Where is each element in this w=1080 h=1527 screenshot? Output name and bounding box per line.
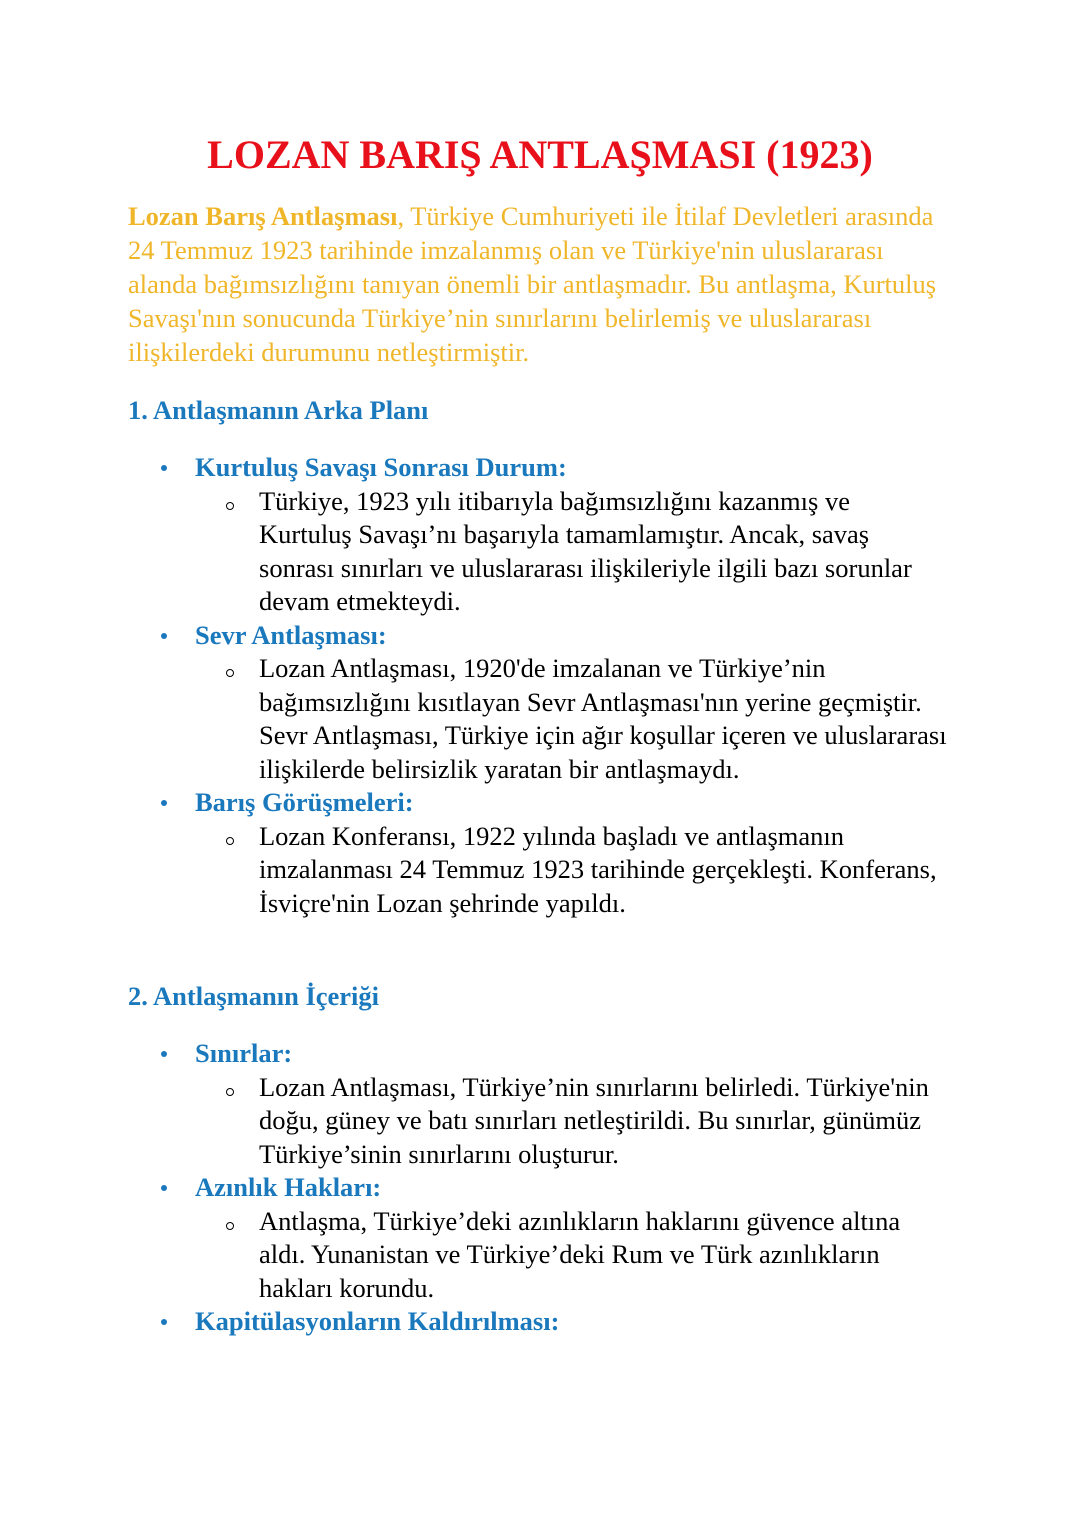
- item-label: Kurtuluş Savaşı Sonrası Durum:: [195, 452, 567, 482]
- list-item: [128, 786, 948, 920]
- sub-item-text: Türkiye, 1923 yılı itibarıyla bağımsızlığını kazanmış ve Kurtuluş Savaşı’nı başarıyla tamamlamıştır. Ancak, savaş sonrası sınırları ve uluslararası ilişkileriyle ilgili bazı sorunlar devam etmekteydi.: [259, 485, 912, 616]
- intro-paragraph: [128, 199, 943, 369]
- item-label: Sınırlar:: [195, 1038, 293, 1068]
- list-item: [128, 1305, 948, 1339]
- sub-item: [195, 1071, 948, 1172]
- sub-item: [195, 1205, 948, 1306]
- sub-item: [195, 820, 948, 921]
- bullet-icon: [161, 1051, 167, 1057]
- circle-bullet-icon: [226, 669, 234, 677]
- list-item: [128, 451, 948, 619]
- sub-item: [195, 485, 948, 619]
- item-label: Azınlık Hakları:: [195, 1172, 382, 1202]
- list-item: [128, 1171, 948, 1305]
- sub-item-text: Lozan Antlaşması, 1920'de imzalanan ve Türkiye’nin bağımsızlığını kısıtlayan Sevr Antlaşması'nın yerine geçmiştir. Sevr Antlaşması, Türkiye için ağır koşullar içeren ve uluslararası ilişkilerde belirsizlik yaratan bir antlaşmaydı.: [259, 653, 947, 784]
- item-label: Barış Görüşmeleri:: [195, 787, 414, 817]
- list-item: [128, 1037, 948, 1171]
- item-label: Sevr Antlaşması:: [195, 619, 387, 650]
- document-title: LOZAN BARIŞ ANTLAŞMASI (1923): [207, 132, 873, 177]
- bullet-icon: [161, 1319, 167, 1325]
- circle-bullet-icon: [226, 1222, 234, 1230]
- sub-item: [195, 652, 948, 786]
- circle-bullet-icon: [226, 1088, 234, 1096]
- circle-bullet-icon: [226, 837, 234, 845]
- bullet-icon: [161, 465, 167, 471]
- bullet-icon: [161, 1185, 167, 1191]
- content-list: [128, 1037, 948, 1339]
- item-label: Kapitülasyonların Kaldırılması:: [195, 1306, 560, 1336]
- intro-bold: Lozan Barış Antlaşması: [128, 201, 398, 231]
- circle-bullet-icon: [226, 502, 234, 510]
- sub-item-text: Antlaşma, Türkiye’deki azınlıkların haklarını güvence altına aldı. Yunanistan ve Türkiye’deki Rum ve Türk azınlıkların hakları korundu.: [259, 1205, 901, 1303]
- intro-text: , Türkiye Cumhuriyeti ile İtilaf Devletleri arasında 24 Temmuz 1923 tarihinde imzalanmış olan ve Türkiye'nin uluslararası alanda bağımsızlığını tanıyan önemli bir antlaşmadır. Bu antlaşma, Kurtuluş Savaşı'nın sonucunda Türkiye’nin sınırlarını belirlemiş ve uluslararası ilişkilerdeki durumunu netleştirmiştir.: [128, 201, 937, 367]
- background-list: [128, 451, 948, 920]
- bullet-icon: [161, 633, 167, 639]
- section-heading-background: 1. Antlaşmanın Arka Planı: [128, 395, 429, 425]
- sub-item-text: Lozan Antlaşması, Türkiye’nin sınırlarını belirledi. Türkiye'nin doğu, güney ve batı sınırları netleştirildi. Bu sınırlar, günümüz Türkiye’sinin sınırlarını oluşturur.: [259, 1071, 929, 1169]
- sub-item-text: Lozan Konferansı, 1922 yılında başladı ve antlaşmanın imzalanması 24 Temmuz 1923 tarihinde gerçekleşti. Konferans, İsviçre'nin Lozan şehrinde yapıldı.: [259, 820, 937, 918]
- section-heading-content: 2. Antlaşmanın İçeriği: [128, 981, 380, 1011]
- bullet-icon: [161, 800, 167, 806]
- list-item: [128, 619, 948, 787]
